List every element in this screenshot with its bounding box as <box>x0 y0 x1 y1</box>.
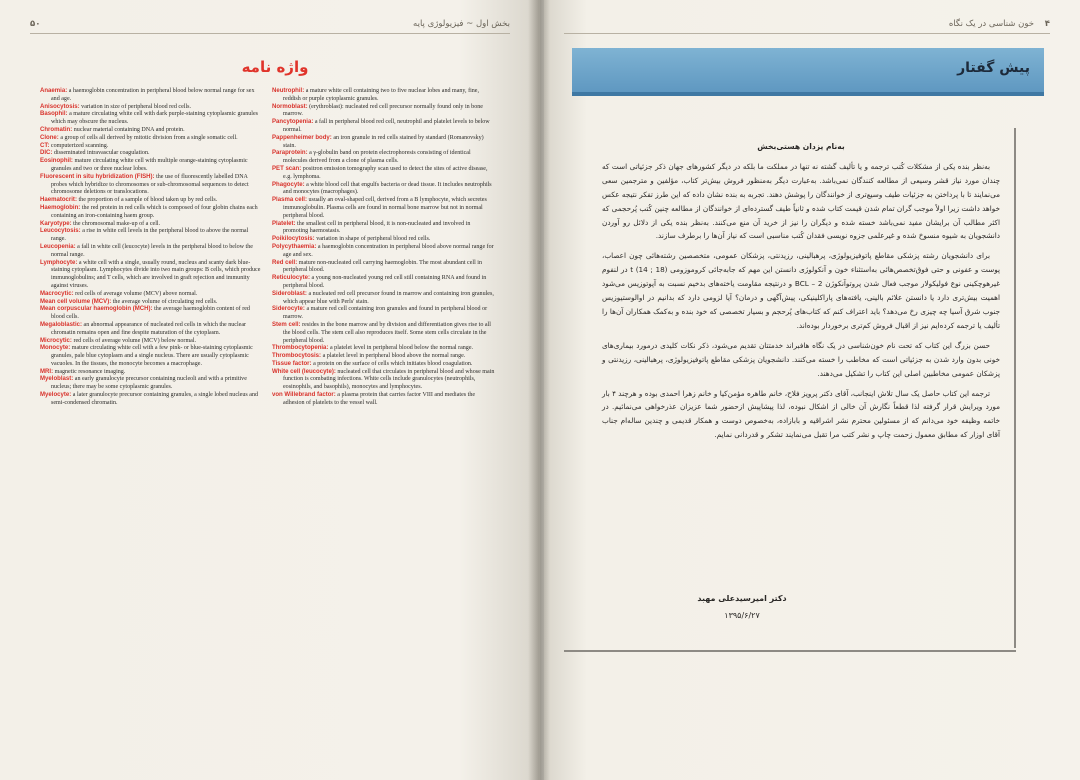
signature-date: ۱۳۹۵/۶/۲۷ <box>724 611 760 620</box>
glossary-entry <box>40 306 263 322</box>
glossary-entry <box>272 119 495 135</box>
preface-paragraph: حسن بزرگ این کتاب که تحت نام خون‌شناسی در یک نگاه هافبراند خدمتتان تقدیم می‌شود، ذکر نکات کلیدی درمورد بیماری‌های خونی بدون وارد شدن به جزئیاتی است که مخاطب را خسته می‌کنند. دانشجویان پزشکی مقاطع پاتوفیزیولوژی، پرهبالینی، رزیدنتی و پزشکان عمومی مخاطبین اصلی این کتاب را تشکیل می‌دهند. <box>602 340 1000 378</box>
glossary-definition: a mature white cell containing two to five nuclear lobes and many, fine, reddish or purple cytoplasmic granules. <box>283 88 479 102</box>
preface-title: پیش گفتار <box>957 60 1030 76</box>
glossary-entry <box>272 166 495 182</box>
glossary-definition: computerized scanning. <box>50 142 109 149</box>
glossary-term: Anisocytosis: <box>40 103 80 110</box>
glossary-term: CT: <box>40 142 50 149</box>
glossary-entry <box>40 369 263 377</box>
glossary-term: Pappenheimer body: <box>272 134 332 141</box>
right-page-number: ۴ <box>1044 19 1050 29</box>
frame-vertical-line <box>1014 128 1016 648</box>
glossary-definition: usually an oval-shaped cell, derived from a B lymphocyte, which secretes immunoglobulin. Plasma cells are found in normal bone marrow but not in normal peripheral blood. <box>283 197 487 219</box>
glossary-definition: the average volume of circulating red cells. <box>112 298 218 305</box>
glossary-definition: a platelet level in peripheral blood above the normal range. <box>322 353 466 360</box>
glossary-definition: a group of cells all derived by mitotic division from a single somatic cell. <box>60 134 238 141</box>
glossary-term: Stem cell: <box>272 321 301 328</box>
glossary-term: Pancytopenia: <box>272 119 314 126</box>
glossary-column-2 <box>272 88 495 408</box>
right-running-head <box>564 14 1050 34</box>
glossary-term: Phagocyte: <box>272 181 305 188</box>
glossary-entry <box>40 392 263 408</box>
glossary-term: Eosinophil: <box>40 158 73 165</box>
glossary-term: Plasma cell: <box>272 197 307 204</box>
glossary-entry <box>272 275 495 291</box>
glossary-entry <box>272 361 495 369</box>
glossary-definition: red cells of average volume (MCV) above normal. <box>75 290 198 297</box>
glossary-entry <box>40 197 263 205</box>
right-page <box>544 0 1080 780</box>
glossary-column-1 <box>40 88 263 408</box>
glossary-term: Sideroblast: <box>272 290 307 297</box>
glossary-definition: a later granulocyte precursor containing granules, a single lobed nucleus and semi-condensed chromatin. <box>51 392 258 406</box>
glossary-entry <box>40 88 263 104</box>
glossary-entry <box>272 244 495 260</box>
glossary-definition: the proportion of a sample of blood taken up by red cells. <box>78 197 218 204</box>
glossary-definition: a fall in white cell (leucocyte) levels in the peripheral blood to below the normal range. <box>51 243 253 258</box>
glossary-definition: a mature red cell containing iron granules and found in peripheral blood or marrow. <box>283 306 488 321</box>
glossary-definition: mature non-nucleated cell carrying haemoglobin. The most abundant cell in peripheral blood. <box>283 259 482 274</box>
glossary-term: Paraprotein: <box>272 150 308 157</box>
glossary-term: Thrombocytosis: <box>272 353 322 360</box>
preface-paragraph: ترجمه این کتاب حاصل یک سال تلاش اینجانب، آقای دکتر پرویز فلاح، خانم طاهره مؤمن‌کیا و خانم زهرا احمدی بوده و هرچند ۴ بار مورد ویرایش قرار گرفته لذا قطعاً نگارش آن خالی از اشکال نبوده، لذا پیشاپیش ازحضور شما عزیزان عذرخواهی می‌نمائیم. در خاتمه وظیفه خود می‌دانم که از مسئولین محترم نشر اشراقیه و بابازاده، به‌خصوص دوست و همکار قدیمی و چندین ساله‌ام جناب آقای اوزار که مطابق معمول زحمت چاپ و نشر کتب مرا تقبل می‌نمایند تشکر و قدردانی نمایم. <box>602 388 1000 440</box>
glossary-entry <box>272 353 495 361</box>
glossary-entry <box>40 345 263 368</box>
glossary-entry <box>272 236 495 244</box>
glossary-term: Myelocyte: <box>40 392 72 399</box>
glossary-definition: positron emission tomography scan used to detect the sites of active disease, e.g. lymphoma. <box>283 165 488 180</box>
glossary-term: Mean corpuscular haemoglobin (MCH): <box>40 306 153 313</box>
glossary-term: Haematocrit: <box>40 197 77 204</box>
glossary-definition: the use of fluorescently labelled DNA probes which hybridize to chromosomes or sub-chromosomal sequences to detect chromosome deletions or translocations. <box>51 173 249 196</box>
glossary-entry <box>272 291 495 307</box>
glossary-term: Mean cell volume (MCV): <box>40 298 112 305</box>
glossary-definition: mature circulating white cell with multiple orange-staining cytoplasmic granules and two or three nuclear lobes. <box>51 158 248 172</box>
glossary-term: Red cell: <box>272 259 298 266</box>
glossary-definition: a protein on the surface of cells which initiates blood coagulation. <box>313 360 473 367</box>
glossary-term: Lymphocyte: <box>40 259 78 266</box>
glossary-term: Clone: <box>40 134 59 141</box>
glossary-term: Normoblast: <box>272 103 308 110</box>
glossary-entry <box>40 221 263 229</box>
glossary-definition: a young non-nucleated young red cell still containing RNA and found in peripheral blood. <box>283 275 487 289</box>
book-gutter <box>528 0 550 780</box>
glossary-definition: a white cell with a single, usually round, nucleus and scanty dark blue-staining cytoplasm. Lymphocytes divide into two main groups: B cells, which produce immunoglobulins; and T cells, which are involved in graft rejection and immunity against viruses. <box>51 259 261 289</box>
glossary-definition: (erythroblast): nucleated red cell precursor normally found only in bone marrow. <box>283 103 483 118</box>
glossary-definition: magnetic resonance imaging. <box>54 368 126 375</box>
glossary-definition: a plasma protein that carries factor VIII and mediates the adhesion of platelets to the vessel wall. <box>283 392 476 406</box>
glossary-definition: nucleated cell that circulates in peripheral blood and whose main function is combating infections. White cells include granulocytes (neutrophils, eosinophils, and basophils), monocytes and lymphocytes. <box>283 368 495 391</box>
glossary-term: Fluorescent in situ hybridization (FISH): <box>40 173 155 180</box>
glossary-term: Siderocyte: <box>272 306 305 313</box>
glossary-definition: mature circulating white cell with a few pink- or blue-staining cytoplasmic granules, pale blue cytoplasm and a single nucleus. There are usually cytoplasmic vacuoles. In the tissues, the monocyte becomes a macrophage. <box>51 345 253 367</box>
glossary-definition: a fall in peripheral blood red cell, neutrophil and platelet levels to below normal. <box>283 119 490 133</box>
glossary-definition: a rise in white cell levels in the peripheral blood to above the normal range. <box>51 228 249 243</box>
glossary-entry <box>40 127 263 135</box>
preface-body <box>602 140 1000 448</box>
glossary-definition: red cells of average volume (MCV) below normal. <box>73 337 197 344</box>
glossary-term: Monocyte: <box>40 345 71 352</box>
glossary-entry <box>272 369 495 392</box>
left-page-number: ۵۰ <box>30 19 41 29</box>
glossary-term: Reticulocyte: <box>272 275 310 282</box>
glossary-term: Leucocytosis: <box>40 228 81 235</box>
preface-paragraph: برای دانشجویان رشته پزشکی مقاطع پاتوفیزیولوژی، پرهبالینی، رزیدنتی، پزشکان عمومی، متخصصین رشته‌هائی چون اعصاب، پوست و عفونی و حتی فوق‌تخصص‌هائی به‌استثناء خون و آنکولوژی دانستن این مهم که جابه‌جائی کروموزومی t (14 ; 18) در لنفوم غیرهوچکینی نوع فولیکولار موجب فعال شدن پروتوآنکوژن BCL – 2 و درنتیجه مقاومت یاخته‌های بدخیم نسبت به آپوتوزیس می‌شود اهمیت بیش‌تری دارد یا دانستن علائم بالینی، یافته‌های پاراکلینیکی، پیش‌آگهی و درمان؟ آیا لزومی دارد که بدانیم در اوالوستیوزیس جنوب شرق آسیا چه چیزی رخ می‌دهد؟ باید اعتراف کنم که کتاب‌های پُرحجم و بسیار تخصصی که خود بنده و به‌کمک همکاران آن‌ها را تألیف یا ترجمه کرده‌ایم نیز از اقبال فروش کم‌تری برخوردار بوده‌اند. <box>602 251 1001 330</box>
glossary-entry <box>272 88 495 104</box>
glossary-entry <box>40 135 263 143</box>
glossary-definition: the chromosomal make-up of a cell. <box>73 220 161 227</box>
glossary-entry <box>40 150 263 158</box>
glossary-entry <box>272 345 495 353</box>
glossary-entry <box>40 143 263 151</box>
left-running-head <box>30 14 510 34</box>
glossary-entry <box>40 244 263 260</box>
glossary-entry <box>272 221 495 237</box>
glossary-entry <box>40 228 263 244</box>
glossary-definition: a mature circulating white cell with dark purple-staining cytoplasmic granules which may obscure the nucleus. <box>51 111 258 126</box>
glossary-definition: a platelet level in peripheral blood below the normal range. <box>329 345 474 352</box>
glossary-term: Chromatin: <box>40 126 73 133</box>
glossary-term: Myeloblast: <box>40 376 74 383</box>
glossary-entry <box>272 104 495 120</box>
book-title: خون شناسی در یک نگاه <box>948 19 1034 29</box>
glossary-term: Polycythaemia: <box>272 243 317 250</box>
glossary-entry <box>272 322 495 345</box>
glossary-term: Microcytic: <box>40 337 72 344</box>
glossary-definition: the smallest cell in peripheral blood, it is non-nucleated and involved in promoting haemostasis. <box>283 220 471 235</box>
glossary-term: Tissue factor: <box>272 360 312 367</box>
glossary-term: Leucopenia: <box>40 243 76 250</box>
glossary-entry <box>272 392 495 408</box>
signature-name: دکتر امیرسیدعلی مهبد <box>697 594 787 603</box>
glossary-term: Basophil: <box>40 111 68 118</box>
glossary-term: Platelet: <box>272 220 296 227</box>
glossary-term: Karyotype: <box>40 220 72 227</box>
glossary-title: واژه نامه <box>241 58 309 76</box>
glossary-definition: the average haemoglobin content of red blood cells. <box>51 306 250 321</box>
left-head-rule <box>30 33 510 34</box>
glossary-entry <box>272 306 495 322</box>
glossary-term: Poikilocytosis: <box>272 236 315 243</box>
glossary-entry <box>40 158 263 174</box>
bismillah-heading: به‌نام یزدان هستی‌بخش <box>757 142 845 151</box>
glossary-definition: an early granulocyte precursor containing nucleoli and with a primitive nucleus; there may be some cytoplasmic granules. <box>51 376 247 391</box>
glossary-term: Thrombocytopenia: <box>272 345 329 352</box>
glossary-definition: a γ-globulin band on protein electrophoresis consisting of identical molecules derived from a clone of plasma cells. <box>283 150 471 165</box>
signature-block <box>602 594 882 620</box>
glossary-entry <box>40 376 263 392</box>
glossary-entry <box>272 260 495 276</box>
glossary-definition: an abnormal appearance of nucleated red cells in which the nuclear chromatin remains open and fine despite maturation of the cytoplasm. <box>51 321 247 336</box>
glossary-term: von Willebrand factor: <box>272 392 336 399</box>
glossary-definition: a nucleated red cell precursor found in marrow and containing iron granules, which appear blue with Perls' stain. <box>283 290 494 305</box>
glossary-term: Neutrophil: <box>272 88 305 94</box>
glossary-definition: a haemoglobin concentration in peripheral blood below normal range for sex and age. <box>51 88 255 102</box>
preface-paragraph: به‌نظر بنده یکی از مشکلات کُتب ترجمه و یا تألیف گشته نه تنها در مملکت ما بلکه در دیگر کشورهای جهان ذکر جزئیاتی است که چندان مورد نیاز قشر وسیعی از مطالعه کنندگان نمی‌باشد. به‌عبارت دیگر به‌منظور فروش بیش‌تر کتاب، مؤلفین و مترجمین سعی می‌نمایند تا با پرداختن به جزئیات طیف وسیع‌تری از خوانندگان را پوشش دهند. تجربه به بنده نشان داده که این طرز تفکر نتیجه عکس خواهد داشت زیرا اولاً موجب گران تمام شدن قیمت کتاب شده و ثانیاً طیف گسترده‌ای از خوانندگان از مطالعه چنین کُتب پُرحجمی که اکثر مطالب آن برایشان مفید نمی‌باشد خسته شده و دیگران را نیز از خرید آن منع می‌کنند. به‌نظر بنده یکی از دلائل رو آوردن دانشجویان به شیوه منسوخ شده و غیرعلمی جزوه نویسی فقدان کُتب مناسبی است که نیاز آن‌ها را برطرف سازند. <box>602 161 1000 241</box>
glossary-entry <box>40 291 263 299</box>
right-head-rule <box>564 33 1050 34</box>
frame-horizontal-line <box>564 650 1016 652</box>
glossary-entry <box>40 111 263 127</box>
glossary-entry <box>40 260 263 291</box>
glossary-entry <box>272 197 495 220</box>
glossary-definition: an iron granule in red cells stained by standard (Romanovsky) stain. <box>283 134 484 149</box>
glossary-entry <box>40 205 263 221</box>
glossary-term: MRI: <box>40 368 54 375</box>
glossary-entry <box>40 104 263 112</box>
glossary-entry <box>40 174 263 197</box>
glossary-term: Megaloblastic: <box>40 321 83 328</box>
glossary-definition: a white blood cell that engulfs bacteria or dead tissue. It includes neutrophils and monocytes (macrophages). <box>283 181 492 196</box>
chapter-banner <box>572 48 1044 96</box>
glossary-entry <box>272 135 495 151</box>
glossary-term: Haemoglobin: <box>40 204 81 211</box>
left-section-label: بخش اول ~ فیزیولوژی پایه <box>413 19 510 29</box>
glossary-term: PET scan: <box>272 165 302 172</box>
glossary-definition: the red protein in red cells which is composed of four globin chains each containing an iron-containing haem group. <box>51 204 258 219</box>
glossary-definition: resides in the bone marrow and by division and differentiation gives rise to all the blood cells. The stem cell also reproduces itself. Some stem cells circulate in the peripheral blood. <box>283 321 491 344</box>
glossary-term: DIC: <box>40 150 53 157</box>
glossary-definition: variation in size of peripheral blood red cells. <box>81 103 191 110</box>
glossary-definition: a haemoglobin concentration in peripheral blood above normal range for age and sex. <box>283 243 494 258</box>
glossary-entry <box>272 182 495 198</box>
glossary-definition: nuclear material containing DNA and protein. <box>73 126 185 133</box>
glossary-definition: variation in shape of peripheral blood red cells. <box>316 236 431 243</box>
glossary-entry <box>272 150 495 166</box>
glossary-entry <box>40 322 263 338</box>
glossary-term: Macrocytic: <box>40 290 74 297</box>
glossary-term: White cell (leucocyte): <box>272 368 336 375</box>
glossary-term: Anaemia: <box>40 88 68 94</box>
glossary-definition: disseminated intravascular coagulation. <box>53 150 150 157</box>
